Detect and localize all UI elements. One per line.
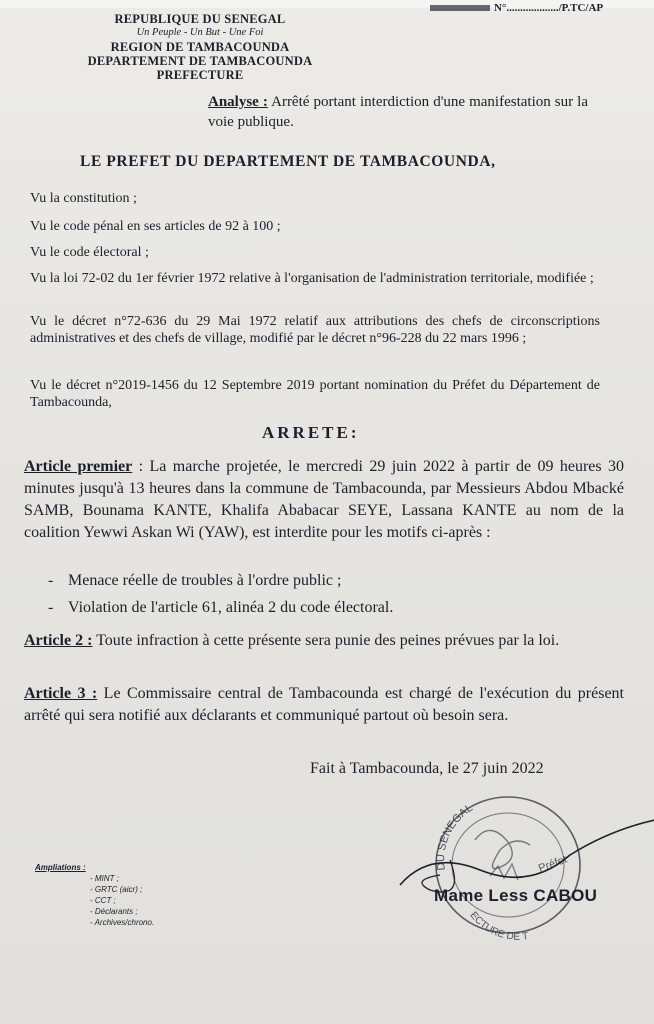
svg-text:DU SENEGAL bbox=[435, 802, 475, 871]
article-2-label: Article 2 : bbox=[24, 632, 93, 649]
svg-text:ECTURE DE T bbox=[468, 910, 529, 943]
article-3 bbox=[24, 683, 624, 727]
motif-text: Violation de l'article 61, alinéa 2 du code électoral. bbox=[68, 599, 394, 616]
ampliation-item: - Déclarants ; bbox=[90, 906, 154, 917]
motif-text: Menace réelle de troubles à l'ordre public ; bbox=[68, 572, 342, 589]
article-2-text: Toute infraction à cette présente sera punie des peines prévues par la loi. bbox=[92, 632, 560, 649]
visa-line: Vu le code électoral ; bbox=[30, 245, 149, 260]
analyse-label: Analyse : bbox=[208, 94, 268, 110]
stamp-side-text: Préfet bbox=[536, 853, 569, 875]
header-motto: Un Peuple - Un But - Une Foi bbox=[136, 27, 264, 38]
ampliations-block bbox=[35, 862, 154, 928]
visa-line: Vu la loi 72-02 du 1er février 1972 relative à l'organisation de l'administration territoriale, modifiée ; bbox=[30, 271, 594, 286]
article-premier bbox=[24, 456, 624, 544]
reference-text: N°.................../P.TC/AP bbox=[494, 2, 604, 14]
smudge-mark bbox=[430, 5, 490, 11]
ampliations-title: Ampliations : bbox=[35, 863, 86, 872]
header-block bbox=[55, 12, 345, 82]
ampliation-item: - GRTC (aicr) ; bbox=[90, 884, 154, 895]
dash-icon: - bbox=[48, 599, 54, 616]
visa-line: Vu le décret n°2019-1456 du 12 Septembre 2019 portant nomination du Préfet du Département de Tambacounda, bbox=[30, 378, 600, 410]
header-line: REGION DE TAMBACOUNDA bbox=[110, 40, 290, 54]
header-line: REPUBLIQUE DU SENEGAL bbox=[114, 12, 286, 26]
article-3-label: Article 3 : bbox=[24, 685, 98, 702]
motif-item bbox=[48, 571, 341, 591]
visa-line: Vu la constitution ; bbox=[30, 191, 137, 206]
arrete-heading: ARRETE: bbox=[262, 423, 360, 442]
header-line: PREFECTURE bbox=[156, 68, 244, 82]
ampliations-list bbox=[90, 873, 154, 928]
header-line: DEPARTEMENT DE TAMBACOUNDA bbox=[87, 54, 313, 68]
analyse-text: Arrêté portant interdiction d'une manifestation sur la voie publique. bbox=[208, 94, 588, 130]
article-premier-label: Article premier bbox=[24, 458, 133, 475]
article-3-text: Le Commissaire central de Tambacounda est chargé de l'exécution du présent arrêté qui sera notifié aux déclarants et communiqué partout où besoin sera. bbox=[24, 685, 624, 724]
visa-line: Vu le décret n°72-636 du 29 Mai 1972 relatif aux attributions des chefs de circonscriptions administratives et des chefs de village, modifié par le décret n°96-228 du 22 mars 1996 ; bbox=[30, 314, 600, 346]
ampliation-item: - Archives/chrono. bbox=[90, 917, 154, 928]
reference-number bbox=[430, 2, 603, 14]
signer-name: Mame Less CABOU bbox=[434, 886, 598, 905]
ampliation-item: - MINT ; bbox=[90, 873, 154, 884]
ampliation-item: - CCT ; bbox=[90, 895, 154, 906]
prefecture-stamp bbox=[390, 780, 654, 950]
motif-item bbox=[48, 598, 393, 618]
stamp-bottom-text: ECTURE DE T bbox=[467, 909, 530, 943]
dash-icon: - bbox=[48, 572, 54, 589]
article-premier-text: : La marche projetée, le mercredi 29 juin 2022 à partir de 09 heures 30 minutes jusqu'à 13 heures dans la commune de Tambacounda, par Messieurs Abdou Mbacké SAMB, Bounama KANTE, Khalifa Ababacar SEYE, Lassana KANTE au nom de la coalition Yewwi Askan Wi (YAW), est interdite pour les motifs ci-après : bbox=[24, 458, 624, 541]
place-date: Fait à Tambacounda, le 27 juin 2022 bbox=[310, 760, 544, 777]
analyse-block bbox=[208, 92, 588, 132]
article-2 bbox=[24, 630, 624, 652]
stamp-top-text: DU SENEGAL bbox=[435, 801, 475, 872]
visa-line: Vu le code pénal en ses articles de 92 à 100 ; bbox=[30, 219, 281, 234]
prefet-title: LE PREFET DU DEPARTEMENT DE TAMBACOUNDA, bbox=[80, 153, 496, 170]
